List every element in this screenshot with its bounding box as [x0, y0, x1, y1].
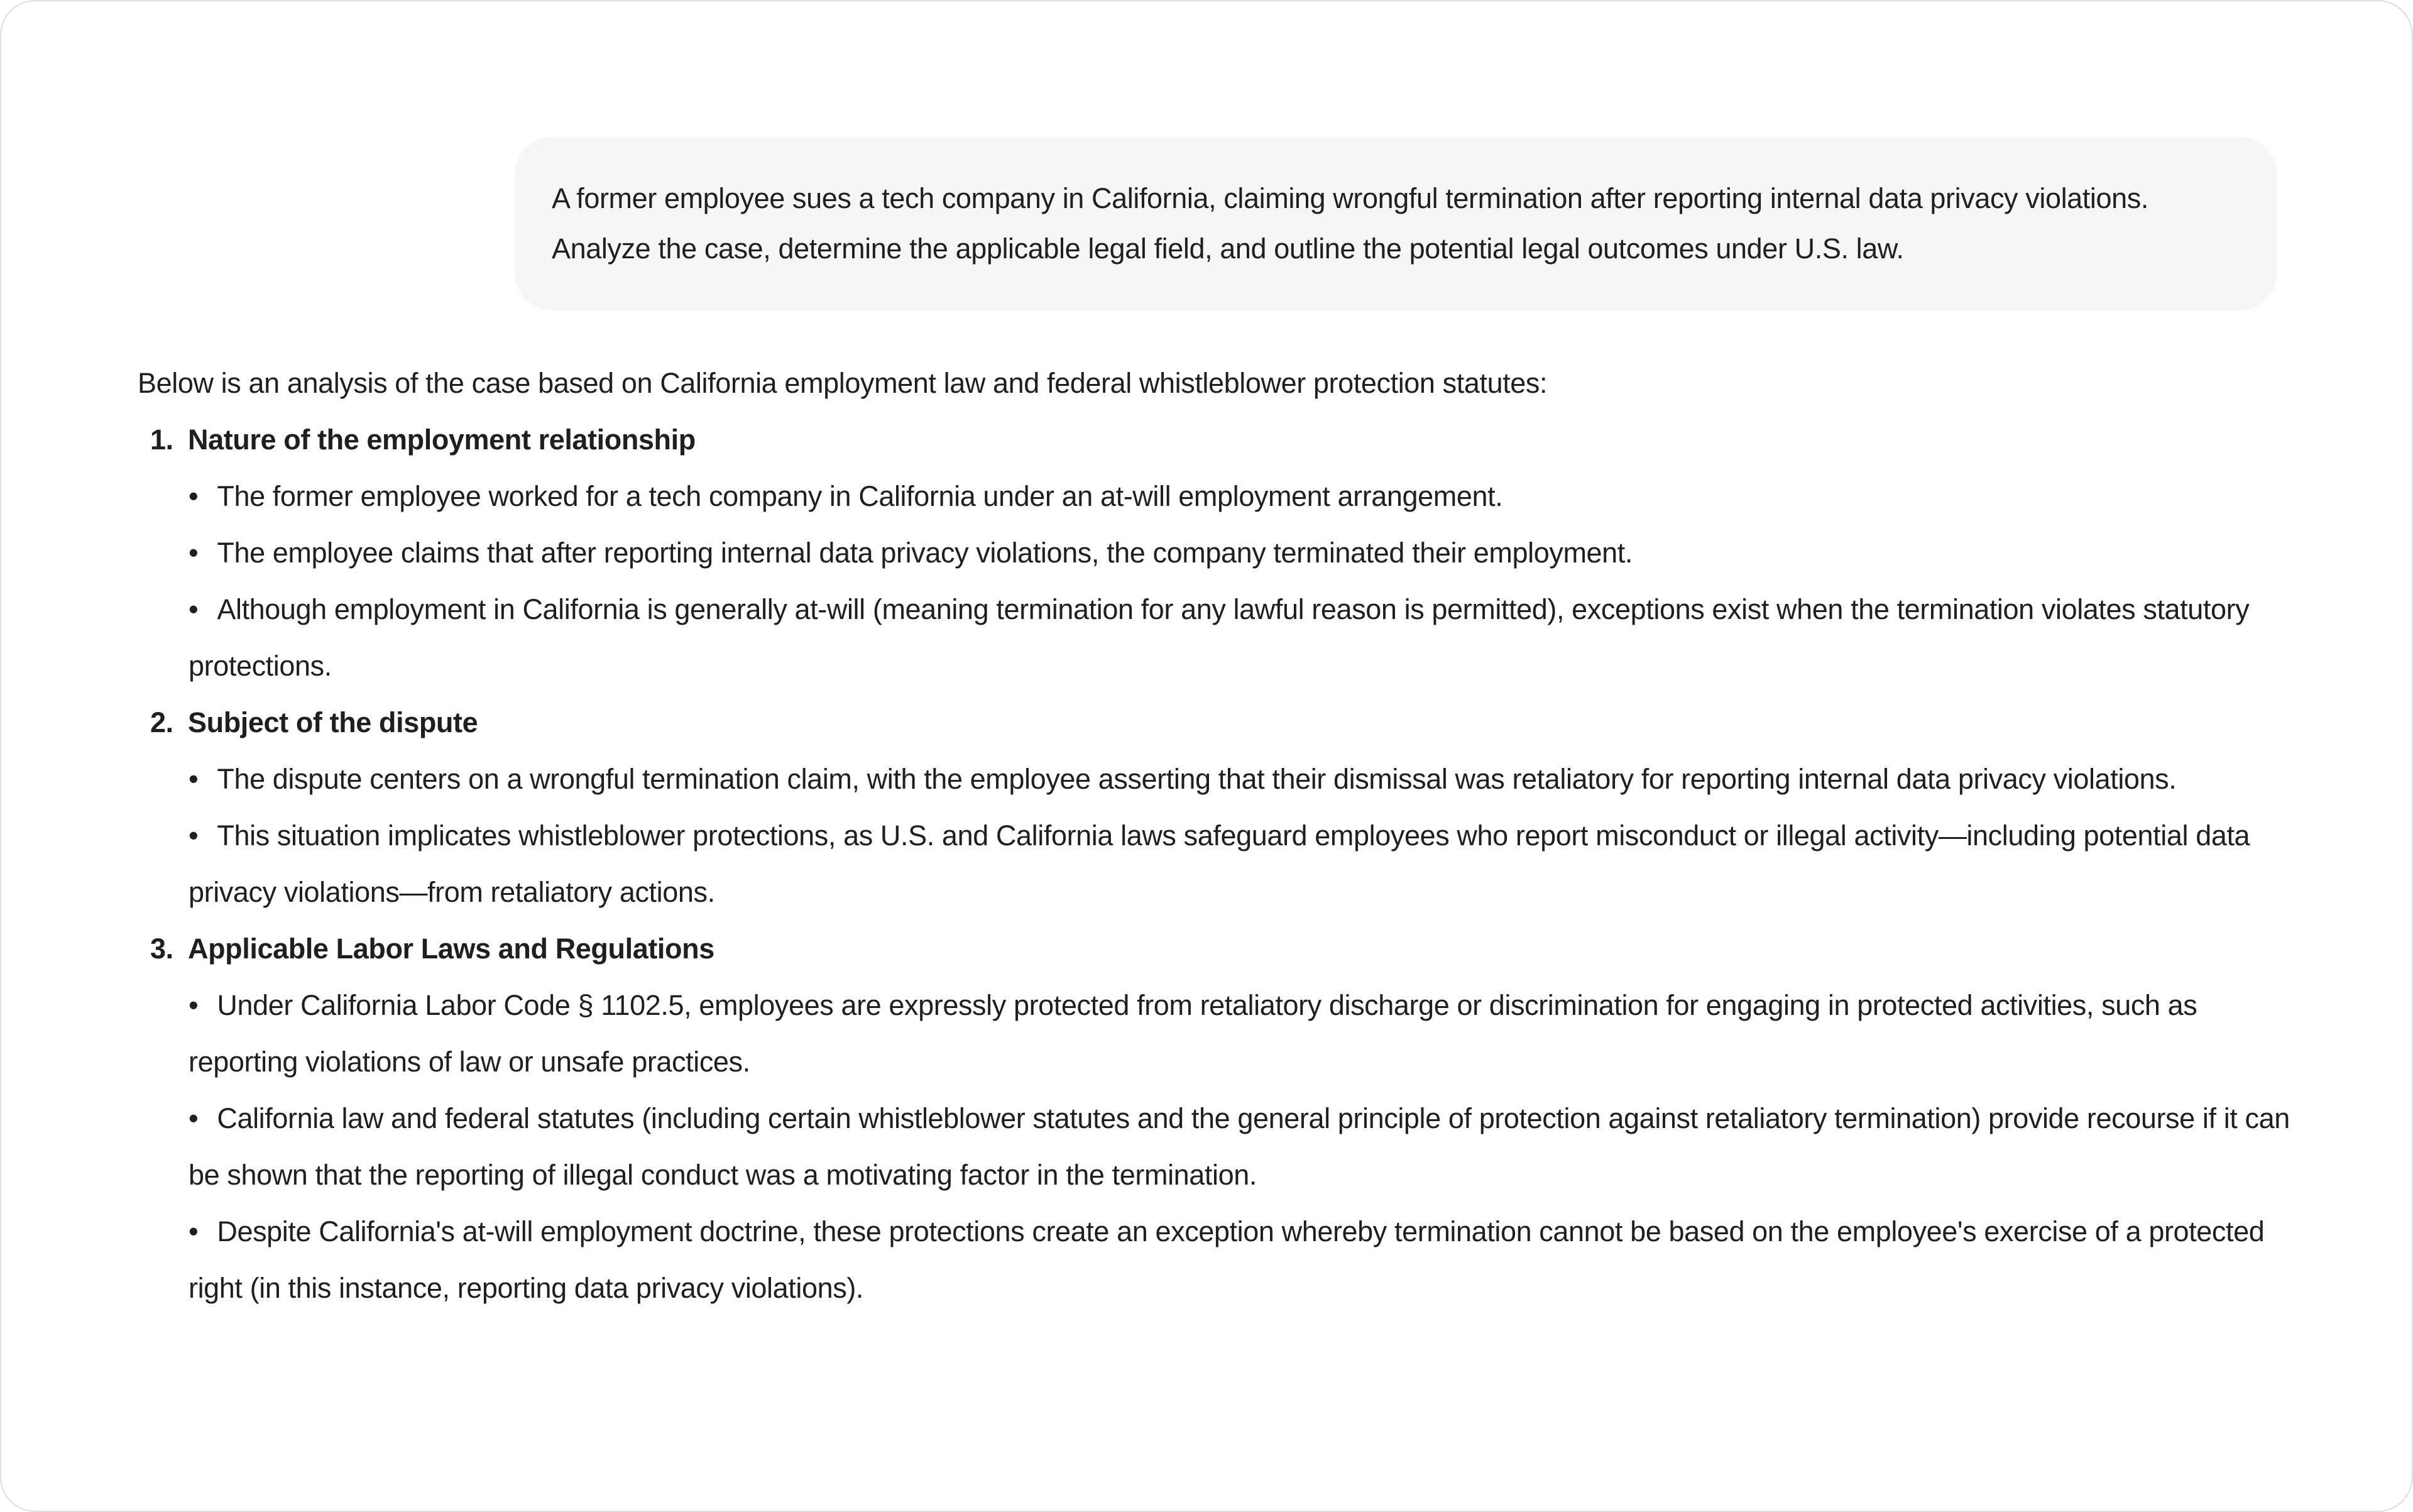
user-message-text: A former employee sues a tech company in California, claiming wrongful termination after reporting internal data privacy violations. Analyze the case, determine the applicable legal field, and outline the potential legal outcomes under U.S. law. [552, 182, 2148, 265]
bullet-marker: • [189, 819, 199, 852]
list-item-text: This situation implicates whistleblower protections, as U.S. and California laws safeguard employees who report misconduct or illegal activity—including potential data privacy violations—from retaliatory actions. [189, 819, 2250, 908]
list-item-text: The former employee worked for a tech company in California under an at-will employment arrangement. [217, 480, 1503, 512]
section-number: 2. [150, 706, 173, 738]
list-item-text: Despite California's at-will employment doctrine, these protections create an exception whereby termination cannot be based on the employee's exercise of a protected right (in this instance, reporting data privacy violations). [189, 1215, 2265, 1304]
list-item [189, 751, 2293, 808]
list-item [189, 525, 2293, 581]
section-header [150, 921, 2293, 977]
list-item-text: California law and federal statutes (including certain whistleblower statutes and the general principle of protection against retaliatory termination) provide recourse if it can be shown that the reporting of illegal conduct was a motivating factor in the termination. [189, 1102, 2290, 1191]
section-employment-relationship [138, 412, 2293, 694]
section-title: Applicable Labor Laws and Regulations [188, 933, 714, 965]
bullet-marker: • [189, 989, 199, 1021]
section-subject-of-dispute [138, 694, 2293, 921]
list-item [189, 808, 2293, 921]
bullet-marker: • [189, 763, 199, 795]
bullet-marker: • [189, 537, 199, 569]
list-item-text: The dispute centers on a wrongful termination claim, with the employee asserting that their dismissal was retaliatory for reporting internal data privacy violations. [217, 763, 2177, 795]
section-number: 3. [150, 933, 173, 965]
list-item-text: The employee claims that after reporting internal data privacy violations, the company terminated their employment. [217, 537, 1633, 569]
bullet-marker: • [189, 480, 199, 512]
assistant-response [138, 355, 2293, 1317]
list-item [189, 1203, 2293, 1317]
section-header [150, 412, 2293, 468]
chat-transcript [0, 137, 2413, 1317]
list-item [189, 468, 2293, 525]
bullet-marker: • [189, 1215, 199, 1247]
list-item [189, 581, 2293, 694]
list-item-text: Although employment in California is generally at-will (meaning termination for any lawful reason is permitted), exceptions exist when the termination violates statutory protections. [189, 593, 2250, 682]
section-applicable-labor-laws [138, 921, 2293, 1317]
list-item [189, 977, 2293, 1090]
bullet-marker: • [189, 593, 199, 625]
section-number: 1. [150, 424, 173, 456]
section-title: Nature of the employment relationship [188, 424, 696, 456]
section-title: Subject of the dispute [188, 706, 478, 738]
user-message-bubble [515, 137, 2277, 310]
user-message-row [138, 137, 2277, 310]
section-header [150, 694, 2293, 751]
list-item [189, 1090, 2293, 1203]
assistant-intro-text: Below is an analysis of the case based on California employment law and federal whistleblower protection statutes: [138, 367, 1548, 399]
bullet-marker: • [189, 1102, 199, 1134]
list-item-text: Under California Labor Code § 1102.5, employees are expressly protected from retaliatory discharge or discrimination for engaging in protected activities, such as reporting violations of law or unsafe practices. [189, 989, 2197, 1078]
